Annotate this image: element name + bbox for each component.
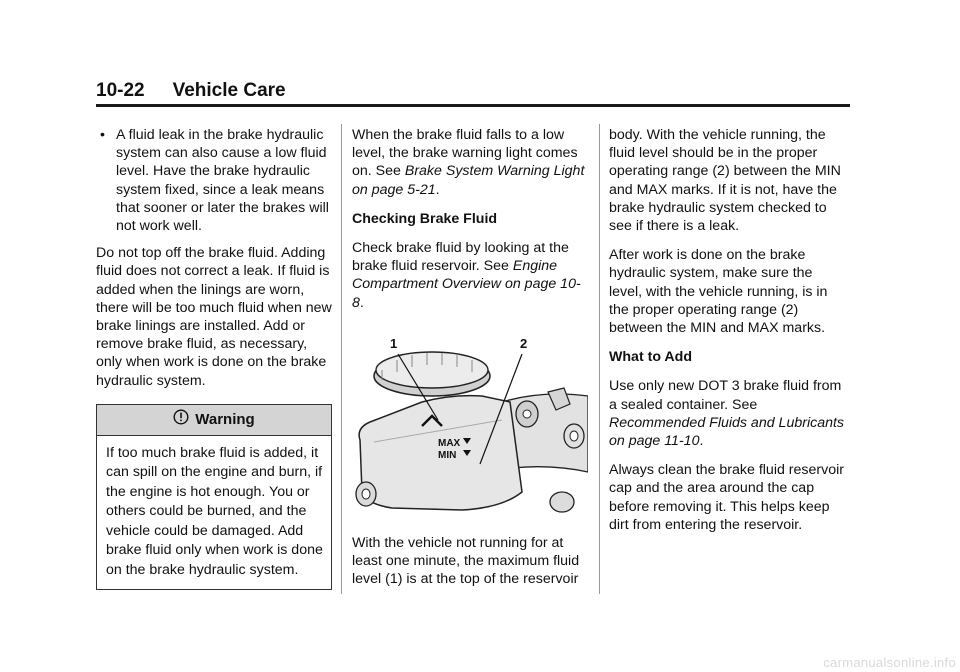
warning-body: If too much brake fluid is added, it can spill on the engine and burn, if the engine is hot enough. You or others could be burned, and the vehicle could be damaged. Add brake fluid only when work is done on the brake hydraulic system. (106, 444, 323, 578)
body-paragraph: Use only new DOT 3 brake fluid from a sealed container. See Recommended Fluids and Lubricants on page 11-10. (609, 378, 845, 450)
header-rule (96, 104, 850, 107)
callout-1: 1 (390, 335, 398, 351)
bullet-item (96, 126, 332, 235)
column-divider-2 (599, 124, 600, 594)
min-mark-label: MIN (438, 449, 457, 461)
body-paragraph: Check brake fluid by looking at the brake fluid reservoir. See Engine Compartment Overview on page 10-8. (352, 240, 581, 311)
page-number: 10-22 (96, 80, 145, 101)
warning-box (96, 404, 332, 591)
section-title: Vehicle Care (172, 80, 286, 101)
page-header (96, 80, 286, 102)
body-paragraph: Do not top off the brake fluid. Adding fluid does not correct a leak. If fluid is added when the linings are worn, there will be too much fluid when new brake linings are installed. Add or remove brake fluid, as necessary, only when work is done on the brake hydraulic system. (96, 245, 332, 389)
warning-header (97, 405, 331, 436)
body-paragraph: With the vehicle not running for at least one minute, the maximum fluid level (1) is at the top of the reservoir (352, 534, 580, 588)
watermark: carmanualsonline.info (823, 655, 956, 670)
section-heading: What to Add (609, 349, 692, 366)
cross-reference-link[interactable]: Recommended Fluids and Lubricants on page 11-10 (609, 414, 845, 450)
brake-reservoir-illustration (352, 332, 588, 520)
cross-reference-link[interactable]: Brake System Warning Light on page 5-21 (352, 163, 585, 198)
max-mark-label: MAX (438, 437, 461, 449)
column-2 (352, 126, 588, 599)
body-paragraph: body. With the vehicle running, the fluid level should be in the proper operating range (2) between the MIN and MAX marks. If it is not, have the brake hydraulic system checked to see if there is a leak. (609, 127, 841, 235)
column-divider-1 (341, 124, 342, 594)
bullet-marker: • (100, 127, 105, 143)
bullet-text: A fluid leak in the brake hydraulic system can also cause a low fluid level. Have the brake hydraulic system fixed, since a leak means that sooner or later the brakes will not work well. (116, 127, 329, 235)
callout-2: 2 (520, 335, 528, 351)
warning-title: Warning (195, 410, 255, 428)
body-paragraph: After work is done on the brake hydraulic system, make sure the level, with the vehicle running, is in the proper operating range (2) between the MIN and MAX marks. (609, 247, 828, 337)
body-paragraph: When the brake fluid falls to a low level, the brake warning light comes on. See Brake System Warning Light on page 5-21. (352, 127, 585, 198)
cross-reference-link[interactable]: Engine Compartment Overview on page 10-8 (352, 258, 581, 311)
body-paragraph: Always clean the brake fluid reservoir cap and the area around the cap before removing it. This helps keep dirt from entering the reservoir. (609, 462, 844, 533)
warning-icon (173, 409, 189, 430)
column-3 (609, 126, 849, 545)
column-1 (96, 126, 332, 590)
section-heading: Checking Brake Fluid (352, 210, 498, 227)
